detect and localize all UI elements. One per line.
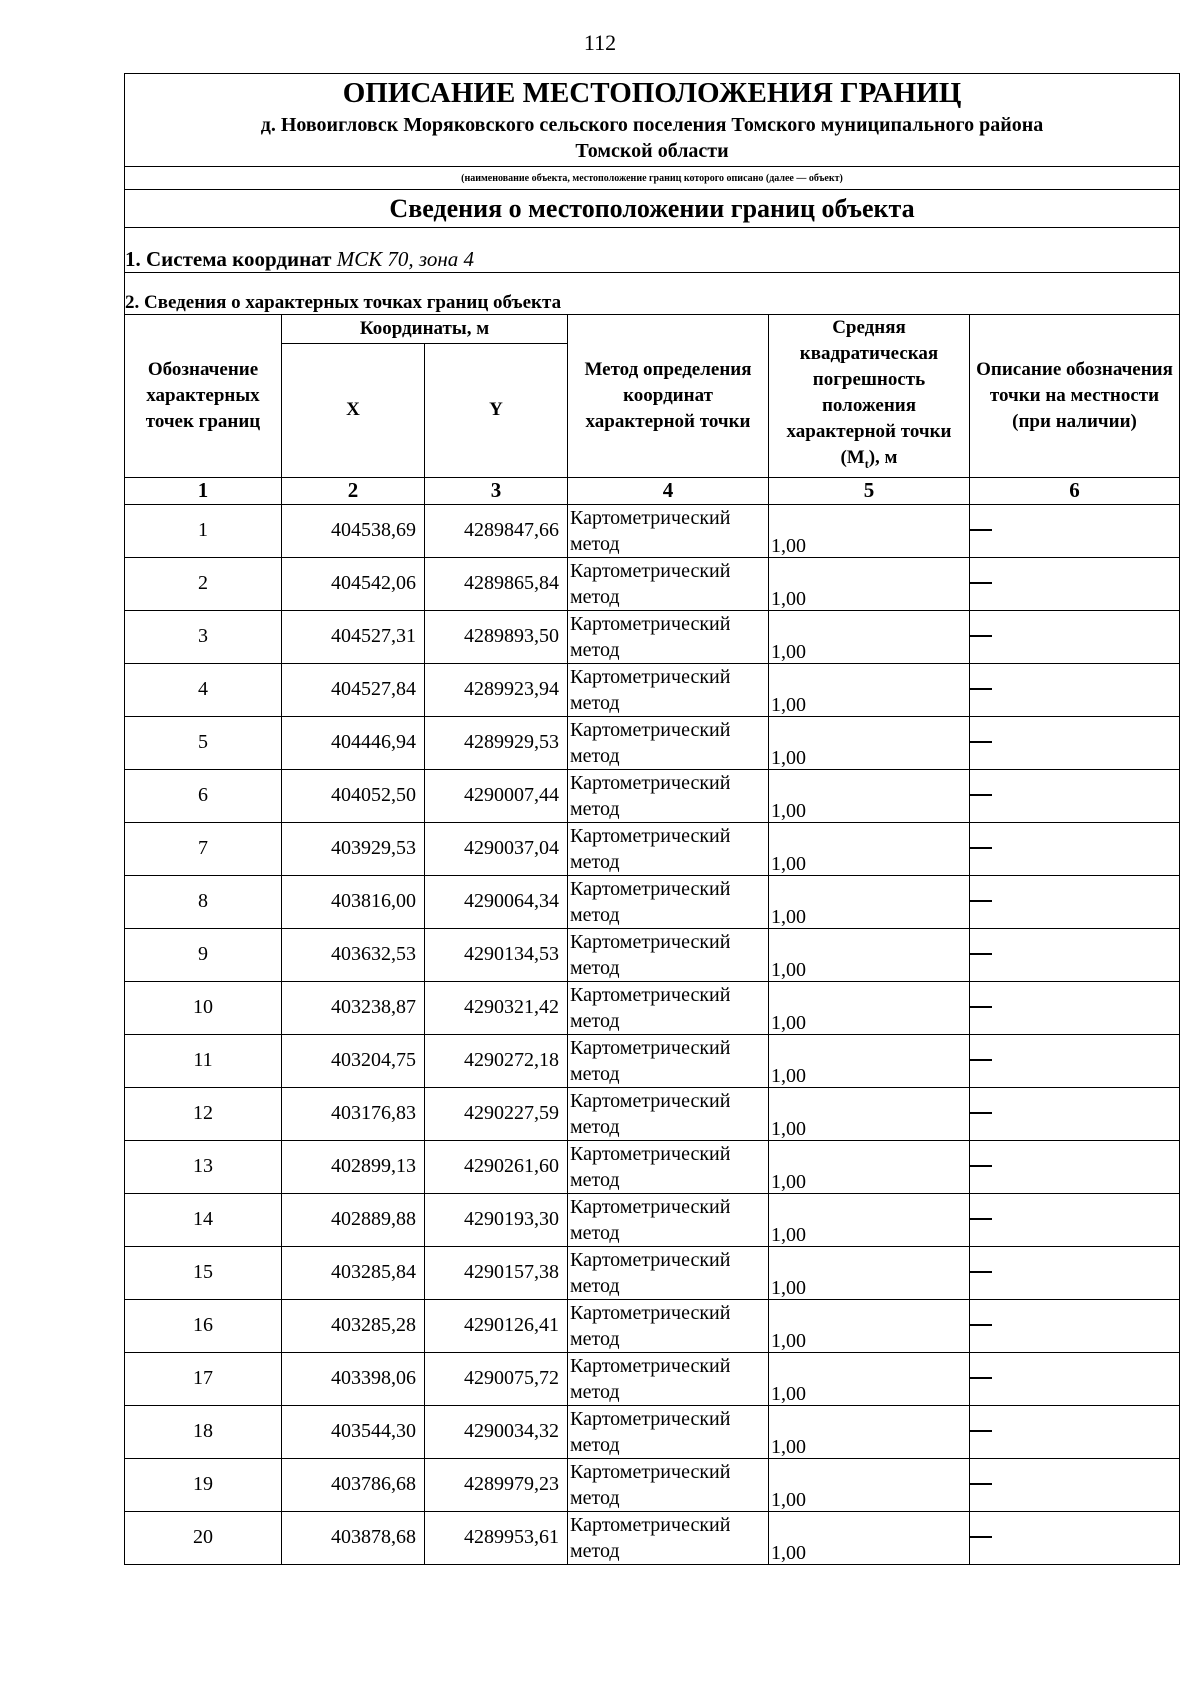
point-number: 16 <box>125 1299 282 1352</box>
point-description <box>970 822 1180 875</box>
method-line-2: метод <box>570 797 620 820</box>
mean-square-error: 1,00 <box>769 1140 970 1193</box>
points-heading: 2. Сведения о характерных точках границ объекта <box>125 273 1180 315</box>
coordinate-x: 404052,50 <box>282 769 425 822</box>
point-description <box>970 981 1180 1034</box>
method <box>568 875 769 928</box>
mean-square-error: 1,00 <box>769 504 970 557</box>
document-title: ОПИСАНИЕ МЕСТОПОЛОЖЕНИЯ ГРАНИЦ <box>125 74 1180 113</box>
header-error <box>769 315 970 478</box>
table-row <box>125 1405 1180 1458</box>
method <box>568 1299 769 1352</box>
coordinate-y: 4290034,32 <box>425 1405 568 1458</box>
method-line-1: Картометрический <box>570 718 731 741</box>
object-name-line-2: Томской области <box>575 140 729 162</box>
point-number: 12 <box>125 1087 282 1140</box>
point-number: 5 <box>125 716 282 769</box>
header-y: Y <box>425 344 568 478</box>
mean-square-error: 1,00 <box>769 1034 970 1087</box>
method <box>568 557 769 610</box>
dash-mark <box>970 1536 992 1538</box>
method <box>568 928 769 981</box>
header-method: Метод определения координат характерной точки <box>568 315 769 478</box>
header-error-tail: ), м <box>868 447 898 468</box>
coordinate-x: 403238,87 <box>282 981 425 1034</box>
method-line-1: Картометрический <box>570 930 731 953</box>
coordinate-x: 403632,53 <box>282 928 425 981</box>
method-line-2: метод <box>570 1539 620 1562</box>
table-row <box>125 981 1180 1034</box>
point-description <box>970 1458 1180 1511</box>
method-line-2: метод <box>570 744 620 767</box>
coordinate-x: 403285,84 <box>282 1246 425 1299</box>
mean-square-error: 1,00 <box>769 663 970 716</box>
table-row <box>125 1352 1180 1405</box>
method-line-2: метод <box>570 1115 620 1138</box>
point-description <box>970 1193 1180 1246</box>
mean-square-error: 1,00 <box>769 1352 970 1405</box>
header-description: Описание обозначения точки на местности (при наличии) <box>970 315 1180 478</box>
column-index-4: 4 <box>568 477 769 504</box>
coordinate-y: 4290126,41 <box>425 1299 568 1352</box>
method <box>568 504 769 557</box>
coordinate-x: 404538,69 <box>282 504 425 557</box>
header-coordinates: Координаты, м <box>282 315 568 344</box>
point-description <box>970 875 1180 928</box>
table-row <box>125 822 1180 875</box>
point-number: 8 <box>125 875 282 928</box>
coordinate-y: 4290261,60 <box>425 1140 568 1193</box>
header-x: X <box>282 344 425 478</box>
method-line-1: Картометрический <box>570 1513 731 1536</box>
method-line-1: Картометрический <box>570 824 731 847</box>
point-description <box>970 1511 1180 1564</box>
point-description <box>970 1087 1180 1140</box>
method-line-2: метод <box>570 1380 620 1403</box>
coordinate-x: 403816,00 <box>282 875 425 928</box>
point-description <box>970 1246 1180 1299</box>
dash-mark <box>970 741 992 743</box>
method-line-2: метод <box>570 1009 620 1032</box>
mean-square-error: 1,00 <box>769 557 970 610</box>
coordinate-x: 404542,06 <box>282 557 425 610</box>
point-description <box>970 504 1180 557</box>
point-number: 2 <box>125 557 282 610</box>
method-line-1: Картометрический <box>570 559 731 582</box>
method-line-1: Картометрический <box>570 877 731 900</box>
coordinate-x: 403929,53 <box>282 822 425 875</box>
coordinate-y: 4290134,53 <box>425 928 568 981</box>
coordinate-y: 4290037,04 <box>425 822 568 875</box>
point-number: 7 <box>125 822 282 875</box>
point-description <box>970 1140 1180 1193</box>
table-row <box>125 928 1180 981</box>
table-row <box>125 1034 1180 1087</box>
point-description <box>970 928 1180 981</box>
mean-square-error: 1,00 <box>769 875 970 928</box>
coordinate-system-value: МСК 70, зона 4 <box>336 247 474 271</box>
coordinate-y: 4290227,59 <box>425 1087 568 1140</box>
method-line-2: метод <box>570 1062 620 1085</box>
method-line-1: Картометрический <box>570 1301 731 1324</box>
point-description <box>970 663 1180 716</box>
method-line-2: метод <box>570 850 620 873</box>
method-line-1: Картометрический <box>570 506 731 529</box>
coordinate-y: 4289847,66 <box>425 504 568 557</box>
object-caption: (наименование объекта, местоположение границ которого описано (далее — объект) <box>125 167 1180 190</box>
coordinate-x: 403398,06 <box>282 1352 425 1405</box>
method-line-1: Картометрический <box>570 771 731 794</box>
method <box>568 1246 769 1299</box>
table-row <box>125 504 1180 557</box>
method-line-2: метод <box>570 1274 620 1297</box>
coordinate-y: 4290064,34 <box>425 875 568 928</box>
coordinate-x: 404527,84 <box>282 663 425 716</box>
method-line-2: метод <box>570 1168 620 1191</box>
coordinate-y: 4289893,50 <box>425 610 568 663</box>
mean-square-error: 1,00 <box>769 769 970 822</box>
mean-square-error: 1,00 <box>769 1087 970 1140</box>
table-row <box>125 716 1180 769</box>
method <box>568 1511 769 1564</box>
dash-mark <box>970 1483 992 1485</box>
dash-mark <box>970 1271 992 1273</box>
coordinate-x: 404527,31 <box>282 610 425 663</box>
dash-mark <box>970 1059 992 1061</box>
method <box>568 1140 769 1193</box>
coordinate-system <box>125 228 1180 273</box>
coordinate-x: 403176,83 <box>282 1087 425 1140</box>
method <box>568 663 769 716</box>
table-row <box>125 875 1180 928</box>
method-line-2: метод <box>570 638 620 661</box>
table-row <box>125 1299 1180 1352</box>
coordinate-y: 4289865,84 <box>425 557 568 610</box>
table-row <box>125 1511 1180 1564</box>
table-row <box>125 663 1180 716</box>
dash-mark <box>970 1430 992 1432</box>
table-row <box>125 1087 1180 1140</box>
mean-square-error: 1,00 <box>769 1511 970 1564</box>
header-error-sub: t <box>864 456 869 471</box>
method-line-1: Картометрический <box>570 1036 731 1059</box>
method-line-2: метод <box>570 585 620 608</box>
method <box>568 822 769 875</box>
method-line-1: Картометрический <box>570 1195 731 1218</box>
point-number: 18 <box>125 1405 282 1458</box>
mean-square-error: 1,00 <box>769 928 970 981</box>
coordinate-x: 402889,88 <box>282 1193 425 1246</box>
dash-mark <box>970 1218 992 1220</box>
point-number: 19 <box>125 1458 282 1511</box>
dash-mark <box>970 582 992 584</box>
point-number: 13 <box>125 1140 282 1193</box>
coordinate-x: 404446,94 <box>282 716 425 769</box>
method <box>568 1193 769 1246</box>
method-line-2: метод <box>570 1221 620 1244</box>
point-description <box>970 1352 1180 1405</box>
point-number: 10 <box>125 981 282 1034</box>
method-line-2: метод <box>570 691 620 714</box>
coordinate-x: 403786,68 <box>282 1458 425 1511</box>
method <box>568 1405 769 1458</box>
point-description <box>970 610 1180 663</box>
point-number: 9 <box>125 928 282 981</box>
point-number: 15 <box>125 1246 282 1299</box>
method-line-1: Картометрический <box>570 1142 731 1165</box>
dash-mark <box>970 953 992 955</box>
point-number: 11 <box>125 1034 282 1087</box>
mean-square-error: 1,00 <box>769 1246 970 1299</box>
point-number: 17 <box>125 1352 282 1405</box>
column-index-5: 5 <box>769 477 970 504</box>
method <box>568 610 769 663</box>
method-line-2: метод <box>570 1486 620 1509</box>
point-number: 1 <box>125 504 282 557</box>
point-number: 6 <box>125 769 282 822</box>
coordinate-x: 403878,68 <box>282 1511 425 1564</box>
mean-square-error: 1,00 <box>769 981 970 1034</box>
header-designation: Обозначение характерных точек границ <box>125 315 282 478</box>
coordinate-x: 403204,75 <box>282 1034 425 1087</box>
method-line-2: метод <box>570 956 620 979</box>
coordinate-y: 4290272,18 <box>425 1034 568 1087</box>
column-index-3: 3 <box>425 477 568 504</box>
dash-mark <box>970 1324 992 1326</box>
coordinate-y: 4289929,53 <box>425 716 568 769</box>
method-line-1: Картометрический <box>570 612 731 635</box>
point-number: 14 <box>125 1193 282 1246</box>
page-number: 112 <box>583 30 617 55</box>
method <box>568 1352 769 1405</box>
method-line-1: Картометрический <box>570 1407 731 1430</box>
coordinate-y: 4289923,94 <box>425 663 568 716</box>
table-row <box>125 557 1180 610</box>
object-name-line-1: д. Новоигловск Моряковского сельского поселения Томского муниципального района <box>260 114 1044 136</box>
coordinate-x: 403285,28 <box>282 1299 425 1352</box>
point-description <box>970 769 1180 822</box>
dash-mark <box>970 688 992 690</box>
coordinate-y: 4290193,30 <box>425 1193 568 1246</box>
coordinate-x: 402899,13 <box>282 1140 425 1193</box>
method-line-1: Картометрический <box>570 1089 731 1112</box>
table-row <box>125 1140 1180 1193</box>
table-row <box>125 1246 1180 1299</box>
point-description <box>970 716 1180 769</box>
dash-mark <box>970 529 992 531</box>
dash-mark <box>970 1377 992 1379</box>
method-line-1: Картометрический <box>570 1248 731 1271</box>
mean-square-error: 1,00 <box>769 716 970 769</box>
method-line-2: метод <box>570 532 620 555</box>
boundary-description-table <box>124 73 1180 1565</box>
coordinate-x: 403544,30 <box>282 1405 425 1458</box>
method <box>568 1458 769 1511</box>
object-name <box>125 112 1180 167</box>
table-row <box>125 769 1180 822</box>
mean-square-error: 1,00 <box>769 1458 970 1511</box>
coordinate-y: 4289953,61 <box>425 1511 568 1564</box>
coordinate-system-label: 1. Система координат <box>125 247 332 271</box>
method-line-2: метод <box>570 1327 620 1350</box>
column-index-2: 2 <box>282 477 425 504</box>
dash-mark <box>970 635 992 637</box>
dash-mark <box>970 1165 992 1167</box>
method <box>568 981 769 1034</box>
method <box>568 769 769 822</box>
point-number: 4 <box>125 663 282 716</box>
point-description <box>970 557 1180 610</box>
table-row <box>125 1458 1180 1511</box>
dash-mark <box>970 1006 992 1008</box>
mean-square-error: 1,00 <box>769 610 970 663</box>
point-description <box>970 1299 1180 1352</box>
point-number: 3 <box>125 610 282 663</box>
method <box>568 1087 769 1140</box>
table-row <box>125 1193 1180 1246</box>
method <box>568 1034 769 1087</box>
coordinate-y: 4290157,38 <box>425 1246 568 1299</box>
coordinate-y: 4290007,44 <box>425 769 568 822</box>
point-description <box>970 1405 1180 1458</box>
mean-square-error: 1,00 <box>769 1193 970 1246</box>
method-line-2: метод <box>570 1433 620 1456</box>
mean-square-error: 1,00 <box>769 822 970 875</box>
coordinate-y: 4290075,72 <box>425 1352 568 1405</box>
point-description <box>970 1034 1180 1087</box>
dash-mark <box>970 794 992 796</box>
coordinate-y: 4289979,23 <box>425 1458 568 1511</box>
coordinate-y: 4290321,42 <box>425 981 568 1034</box>
method-line-1: Картометрический <box>570 1460 731 1483</box>
mean-square-error: 1,00 <box>769 1299 970 1352</box>
header-error-text: Средняя квадратическая погрешность положения характерной точки (M <box>786 317 952 468</box>
dash-mark <box>970 900 992 902</box>
column-index-6: 6 <box>970 477 1180 504</box>
dash-mark <box>970 847 992 849</box>
method-line-1: Картометрический <box>570 983 731 1006</box>
method-line-1: Картометрический <box>570 665 731 688</box>
mean-square-error: 1,00 <box>769 1405 970 1458</box>
method-line-1: Картометрический <box>570 1354 731 1377</box>
section-title: Сведения о местоположении границ объекта <box>125 190 1180 228</box>
point-number: 20 <box>125 1511 282 1564</box>
method-line-2: метод <box>570 903 620 926</box>
column-index-1: 1 <box>125 477 282 504</box>
table-row <box>125 610 1180 663</box>
dash-mark <box>970 1112 992 1114</box>
method <box>568 716 769 769</box>
